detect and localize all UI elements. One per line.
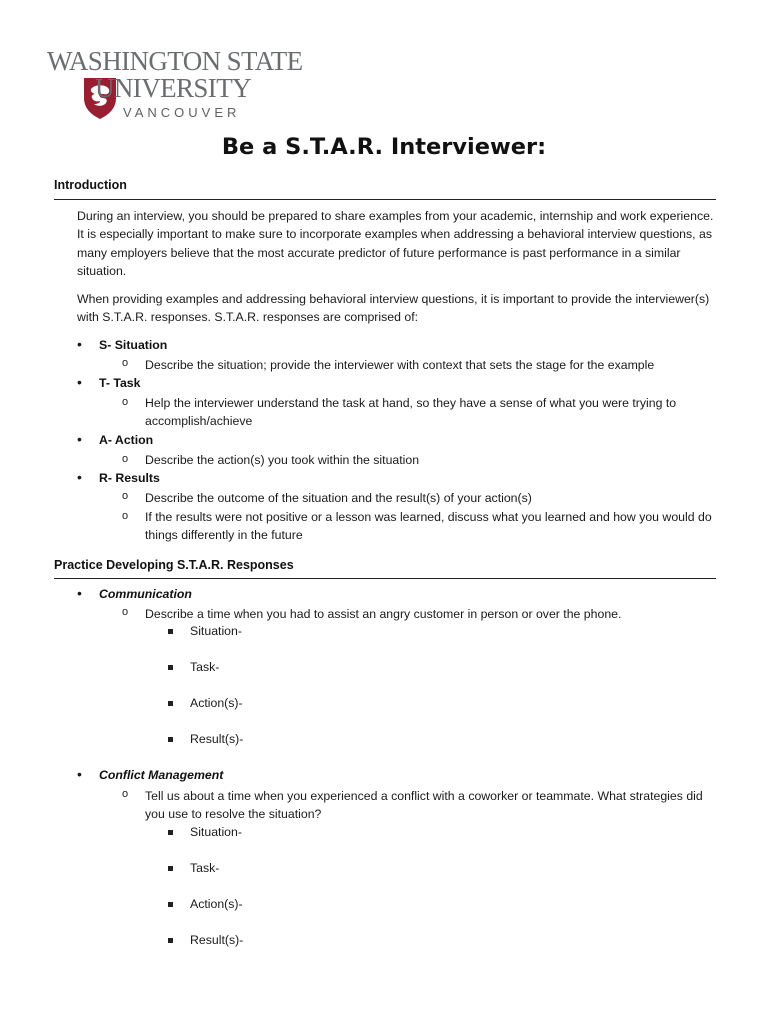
star-term-situation: S- Situation (99, 338, 168, 352)
bullet-icon (77, 337, 97, 352)
circle-bullet-icon: o (122, 510, 129, 522)
star-term-action: A- Action (99, 433, 154, 447)
star-term-task: T- Task (99, 376, 141, 390)
star-detail: Help the interviewer understand the task at hand, so they have a sense of what you were trying to accomplish/achieve (145, 396, 677, 429)
intro-paragraph-1: During an interview, you should be prepared to share examples from your academic, internship and work experience. It is especially important to make sure to incorporate examples when addressing a behavioral interview questions, as many employers believe that the most accurate predictor of future performance is past performance in a similar situation. (77, 209, 714, 279)
square-bullet-icon (167, 902, 175, 907)
response-field-situation: Situation- (190, 624, 242, 638)
circle-bullet-icon: o (122, 453, 129, 465)
bullet-icon (77, 767, 97, 782)
introduction-divider (54, 199, 716, 200)
circle-bullet-icon: o (122, 788, 129, 800)
logo-university: UNIVERSITY (95, 73, 251, 103)
square-bullet-icon (167, 701, 175, 706)
practice-heading: Practice Developing S.T.A.R. Responses (54, 558, 294, 572)
square-bullet-icon (167, 665, 175, 670)
bullet-icon (77, 470, 97, 485)
logo-washington-state: WASHINGTON STATE (47, 46, 303, 76)
square-bullet-icon (167, 830, 175, 835)
response-field-result: Result(s)- (190, 933, 244, 947)
circle-bullet-icon: o (122, 396, 129, 408)
star-term-results: R- Results (99, 471, 160, 485)
wsu-vancouver-logo (47, 46, 303, 122)
bullet-icon (77, 586, 97, 601)
response-field-result: Result(s)- (190, 732, 244, 746)
response-field-situation: Situation- (190, 825, 242, 839)
bullet-icon (77, 375, 97, 390)
introduction-heading: Introduction (54, 178, 127, 192)
intro-paragraph-2: When providing examples and addressing behavioral interview questions, it is important to provide the interviewer(s) with S.T.A.R. responses. S.T.A.R. responses are comprised of: (77, 292, 710, 325)
logo-vancouver: VANCOUVER (123, 105, 241, 120)
star-detail: Describe the situation; provide the interviewer with context that sets the stage for the example (145, 358, 655, 372)
square-bullet-icon (167, 866, 175, 871)
star-detail: If the results were not positive or a lesson was learned, discuss what you learned and how you would do things differently in the future (145, 510, 712, 543)
circle-bullet-icon: o (122, 490, 129, 502)
square-bullet-icon (167, 938, 175, 943)
response-field-action: Action(s)- (190, 696, 243, 710)
topic-conflict-management: Conflict Management (99, 768, 224, 782)
response-field-action: Action(s)- (190, 897, 243, 911)
circle-bullet-icon: o (122, 606, 129, 618)
response-field-task: Task- (190, 660, 220, 674)
circle-bullet-icon: o (122, 357, 129, 369)
star-detail: Describe the action(s) you took within the situation (145, 453, 420, 467)
topic-question: Describe a time when you had to assist an angry customer in person or over the phone. (145, 607, 622, 621)
star-detail: Describe the outcome of the situation and the result(s) of your action(s) (145, 491, 532, 505)
topic-question: Tell us about a time when you experienced a conflict with a coworker or teammate. What strategies did you use to resolve the situation? (145, 789, 703, 822)
practice-divider (54, 578, 716, 579)
topic-communication: Communication (99, 587, 192, 601)
response-field-task: Task- (190, 861, 220, 875)
page-title: Be a S.T.A.R. Interviewer: (221, 134, 547, 160)
bullet-icon (77, 432, 97, 447)
square-bullet-icon (167, 737, 175, 742)
square-bullet-icon (167, 629, 175, 634)
